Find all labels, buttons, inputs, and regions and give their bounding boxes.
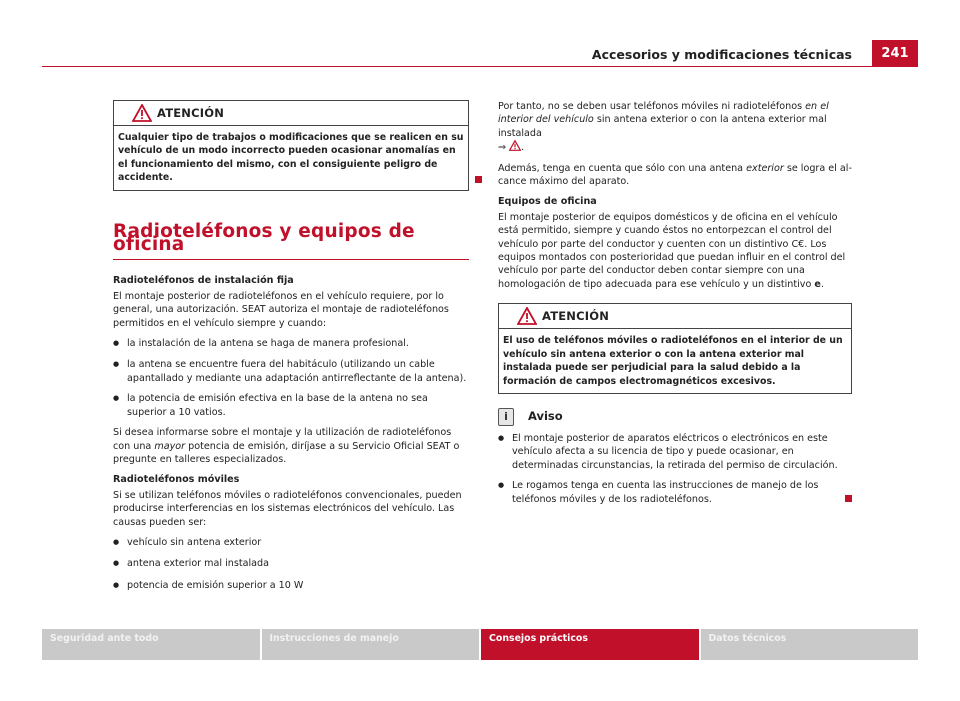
header-divider [42,66,918,67]
cross-reference-arrow[interactable]: ⇒ [498,142,507,154]
warning-title: ATENCIÓN [157,106,225,120]
text-run: Además, tenga en cuenta que sólo con una antena [498,162,747,174]
warning-text: Cualquier tipo de trabajos o modificaciones que se realicen en su vehículo de un modo incorrecto pueden ocasionar anomalías en el funcionamiento del mismo, con el consiguiente peligro de accidente. [118,132,464,184]
paragraph [498,211,852,291]
left-column [113,100,469,600]
footer-nav [42,629,918,660]
note-header [498,408,852,426]
end-marker [475,176,482,183]
bullet-icon [113,557,127,571]
list-item [113,557,469,571]
emphasis: exterior [746,162,784,174]
list-item [113,579,469,593]
list-item [113,536,469,550]
footer-tab-datos[interactable]: Datos técnicos [701,629,919,660]
note-title: Aviso [528,409,563,424]
list-item-text: El montaje posterior de aparatos eléctricos o electrónicos en este vehículo afecta a su licencia de tipo y puede ocasionar, en determinadas circunstancias, la retirada del permiso de circulación. [512,432,838,471]
end-marker [845,495,852,502]
footer-tab-consejos[interactable]: Consejos prácticos [481,629,699,660]
bullet-icon [113,536,127,550]
warning-header [114,101,468,126]
subheading-mobile-radio: Radioteléfonos móviles [113,474,240,486]
list-item [113,358,469,385]
warning-triangle-icon[interactable] [509,140,521,151]
paragraph [498,162,852,189]
bullet-icon [113,392,127,419]
paragraph: El montaje posterior de radioteléfonos en el vehículo requiere, por lo general, una autorización. SEAT autoriza el montaje de radioteléfonos permitidos en el vehículo siempre y cuando: [113,290,449,329]
emphasis: en el interior del vehículo [498,101,829,126]
list-item-text: vehículo sin antena exterior [127,536,262,548]
bullet-icon [113,337,127,351]
list-item-text: la potencia de emisión efectiva en la base de la antena no sea superior a 10 vatios. [127,393,428,418]
warning-title: ATENCIÓN [542,309,610,324]
footer-tab-seguridad[interactable]: Seguridad ante todo [42,629,260,660]
info-note-icon: i [498,408,514,426]
list-item [113,392,469,419]
list-item [113,337,469,351]
page-number: 241 [872,40,918,67]
paragraph [113,426,469,466]
text-run: se logra el alcance máximo del aparato. [498,162,852,188]
list-item [498,479,852,506]
warning-header [499,304,851,329]
text-run: potencia de emisión, diríjase a su Servicio Oficial SEAT o pregunte en talleres especializados. [113,440,460,465]
warning-box [498,303,852,394]
emphasis: mayor [154,440,186,452]
warning-text: El uso de teléfonos móviles o radioteléfonos en el interior de un vehículo sin antena exterior o con la antena exterior mal instalada puede ser perjudicial para la salud debido a la formación de campos electromagnéticos excesivos. [503,335,843,387]
bullet-icon [498,432,512,472]
text-run: El montaje posterior de equipos domésticos y de oficina en el vehículo está permitido, siempre y cuando éstos no entorpezcan el control del vehículo por parte del conductor y cuenten con un distintivo C€. Los equipos montados con posterioridad que puedan influir en el control del vehículo por parte del conductor deben contar siempre con una homologación de tipo adecuada para ese vehículo y un distintivo [498,211,846,290]
running-header-title: Accesorios y modificaciones técnicas [591,47,852,62]
warning-triangle-icon [517,307,537,325]
paragraph: Si se utilizan teléfonos móviles o radioteléfonos convencionales, pueden producirse interferencias en los sistemas electrónicos del vehículo. Las causas pueden ser: [113,489,462,528]
subheading-office-equipment: Equipos de oficina [498,196,597,208]
list-item-text: la instalación de la antena se haga de manera profesional. [127,338,409,350]
text-run: Por tanto, no se deben usar teléfonos móviles ni radioteléfonos [498,101,806,112]
warning-triangle-icon [132,104,152,122]
bullet-icon [113,358,127,385]
bullet-icon [113,579,127,593]
text-run: Si desea informarse sobre el montaje y la utilización de radioteléfonos con una [113,427,452,452]
paragraph: Por tanto, no se deben usar teléfonos móviles ni radioteléfonos en el interior del vehículo sin antena exterior o con la antena exterior mal instalada ⇒ . [498,101,829,154]
list-item-text: antena exterior mal instalada [127,558,270,570]
list-item-text: Le rogamos tenga en cuenta las instrucciones de manejo de los teléfonos móviles y de los radioteléfonos. [512,480,819,505]
e-mark: e [814,278,821,290]
right-column [498,100,852,513]
warning-box [113,100,469,191]
list-item [498,432,852,472]
list-item-text: la antena se encuentre fuera del habitáculo (utilizando un cable apantallado y mediante una adaptación antirreflectante de la antena). [127,359,467,384]
subheading-fixed-radio: Radioteléfonos de instalación fija [113,275,294,287]
text-run: sin antena exterior o con la antena exterior mal instalada [498,114,827,139]
section-title: Radioteléfonos y equipos de oficina [113,225,469,261]
text-run: . [820,278,824,290]
bullet-icon [498,479,512,506]
footer-tab-instrucciones[interactable]: Instrucciones de manejo [262,629,480,660]
list-item-text: potencia de emisión superior a 10 W [127,579,304,591]
